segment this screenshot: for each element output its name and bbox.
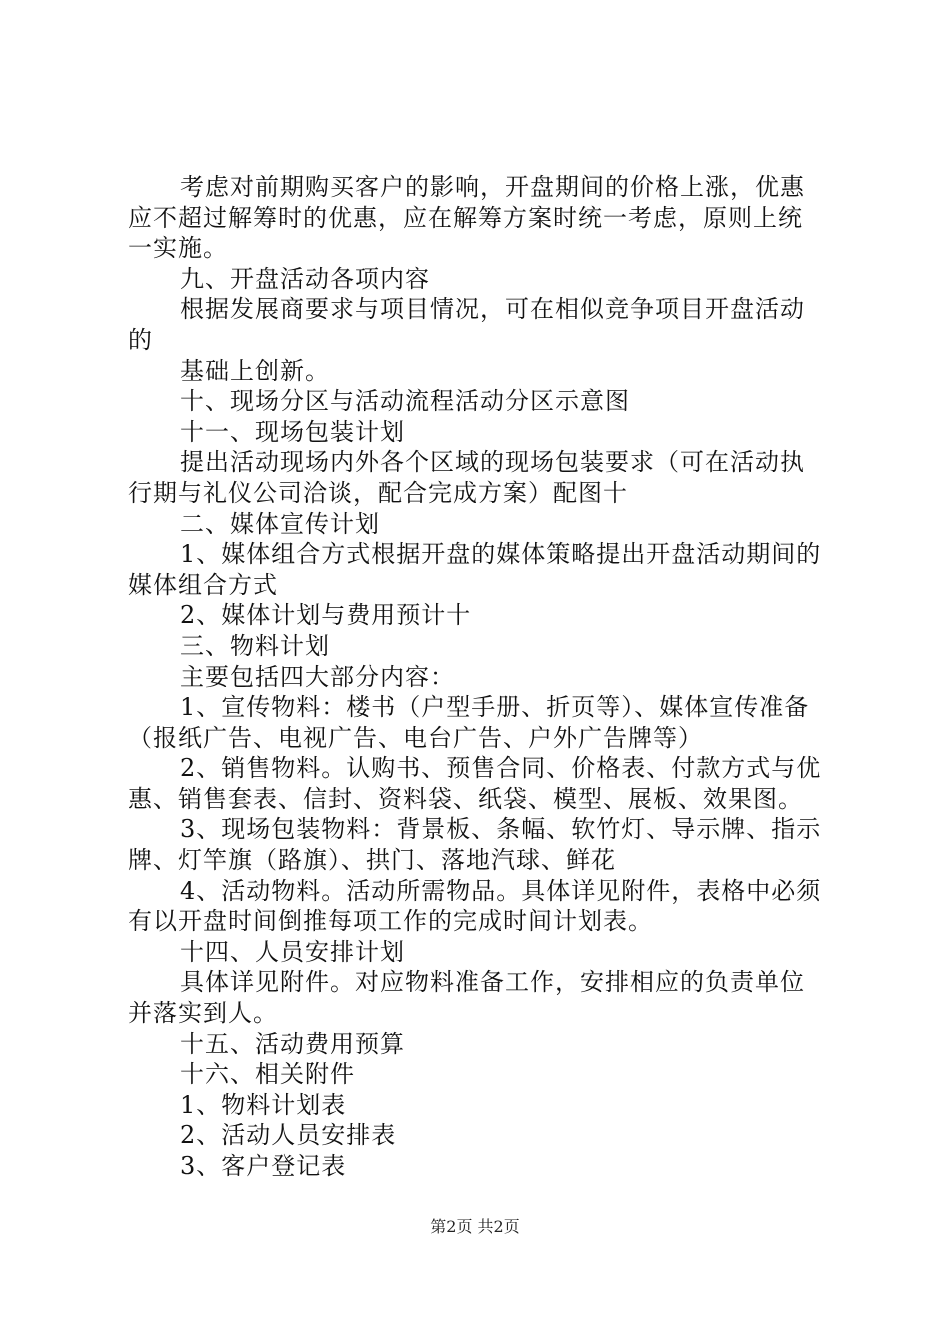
text-line: 3、现场包装物料：背景板、条幅、软竹灯、导示牌、指示 [180, 815, 822, 844]
text-line: 十、现场分区与活动流程活动分区示意图 [180, 387, 630, 416]
text-line: 二、媒体宣传计划 [180, 509, 380, 538]
text-line: 根据发展商要求与项目情况，可在相似竞争项目开盘活动 [180, 295, 805, 324]
text-line: 并落实到人。 [128, 999, 278, 1028]
text-line: 具体详见附件。对应物料准备工作，安排相应的负责单位 [180, 968, 805, 997]
text-line: 基础上创新。 [180, 356, 330, 385]
text-line: 媒体组合方式 [128, 570, 278, 599]
document-body [128, 172, 832, 1182]
text-line: 牌、灯竿旗（路旗）、拱门、落地汽球、鲜花 [128, 846, 616, 875]
text-line: 十五、活动费用预算 [180, 1029, 405, 1058]
text-line: 2、销售物料。认购书、预售合同、价格表、付款方式与优 [180, 754, 822, 783]
text-line: 的 [128, 325, 153, 354]
text-line: 提出活动现场内外各个区域的现场包装要求（可在活动执 [180, 448, 805, 477]
text-line: 九、开盘活动各项内容 [180, 264, 430, 293]
text-line: 十一、现场包装计划 [180, 417, 405, 446]
text-line: 惠、销售套表、信封、资料袋、纸袋、模型、展板、效果图。 [128, 784, 803, 813]
text-line: 有以开盘时间倒推每项工作的完成时间计划表。 [128, 907, 653, 936]
text-line: 考虑对前期购买客户的影响，开盘期间的价格上涨，优惠 [180, 173, 805, 201]
text-line: 4、活动物料。活动所需物品。具体详见附件，表格中必须 [180, 876, 822, 905]
text-line: 三、物料计划 [180, 631, 330, 660]
text-line: 2、活动人员安排表 [180, 1121, 397, 1150]
text-line: 1、宣传物料：楼书（户型手册、折页等）、媒体宣传准备 [180, 693, 810, 722]
text-line: 1、媒体组合方式根据开盘的媒体策略提出开盘活动期间的 [180, 540, 822, 569]
text-line: 2、媒体计划与费用预计十 [180, 601, 472, 630]
text-line: （报纸广告、电视广告、电台广告、户外广告牌等） [128, 723, 703, 752]
text-line: 主要包括四大部分内容： [180, 662, 455, 691]
text-line: 3、客户登记表 [180, 1152, 347, 1180]
text-line: 一实施。 [128, 234, 228, 263]
text-line: 行期与礼仪公司洽谈，配合完成方案）配图十 [128, 478, 628, 507]
text-line: 应不超过解筹时的优惠，应在解筹方案时统一考虑，原则上统 [128, 203, 803, 232]
text-line: 1、物料计划表 [180, 1090, 347, 1119]
page-footer: 第2页 共2页 [430, 1217, 520, 1236]
text-line: 十四、人员安排计划 [180, 937, 405, 966]
text-line: 十六、相关附件 [180, 1060, 355, 1089]
